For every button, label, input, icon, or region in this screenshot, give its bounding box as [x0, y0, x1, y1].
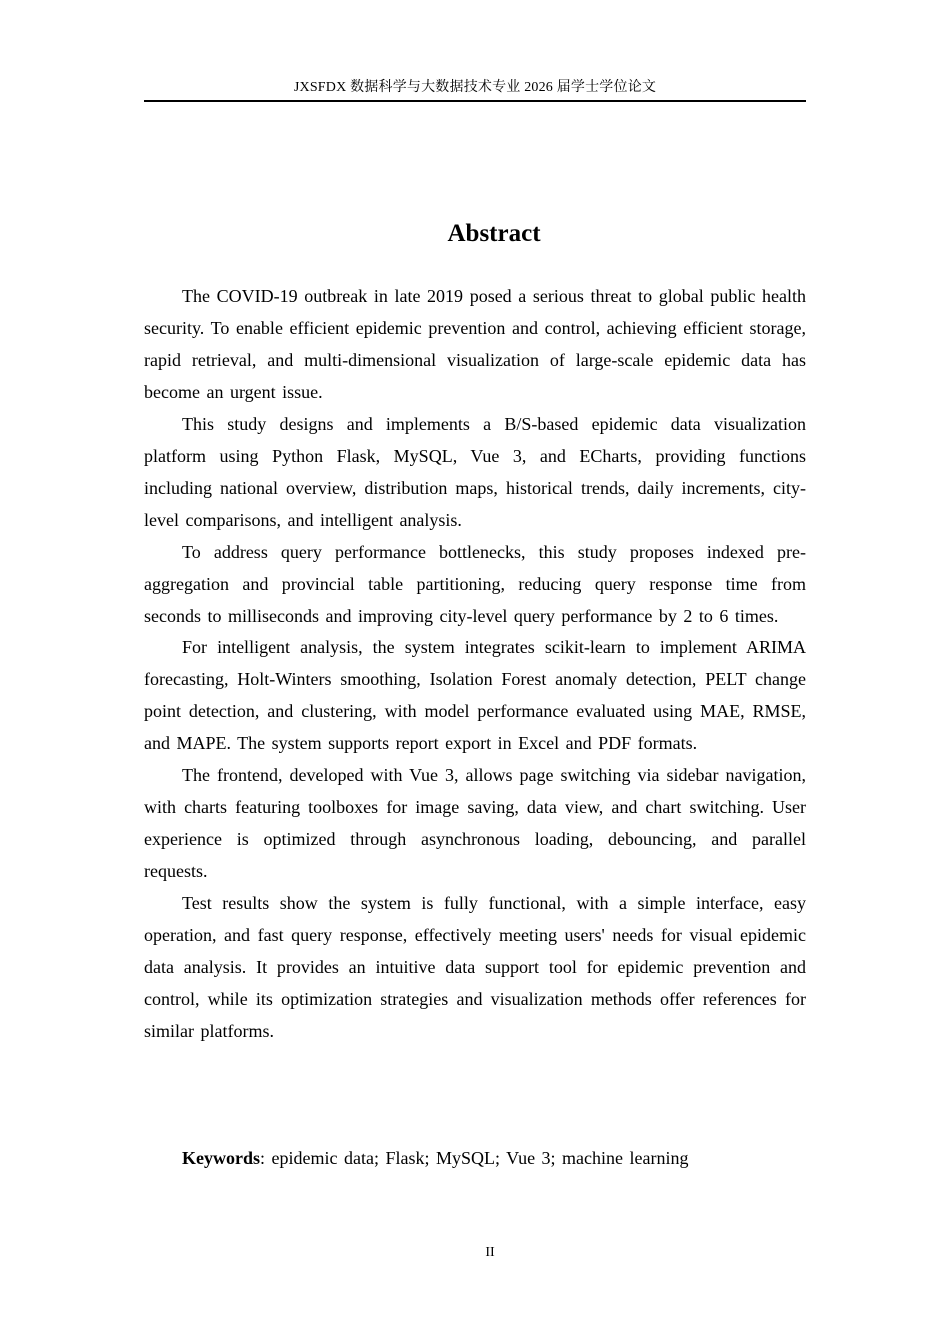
- keywords-label: Keywords: [182, 1148, 260, 1168]
- abstract-paragraph: The COVID-19 outbreak in late 2019 posed a serious threat to global public health security. To enable efficient epidemic prevention and control, achieving efficient storage, rapid retrieval, and multi-dimensional visualization of large-scale epidemic data has become an urgent issue.: [144, 286, 806, 402]
- abstract-paragraph: Test results show the system is fully functional, with a simple interface, easy operation, and fast query response, effectively meeting users' needs for visual epidemic data analysis. It provides an intuitive data support tool for epidemic prevention and control, while its optimization strategies and visualization methods offer references for similar platforms.: [144, 893, 806, 1041]
- running-header: JXSFDX 数据科学与大数据技术专业 2026 届学士学位论文: [293, 80, 657, 95]
- page-number: II: [485, 1245, 495, 1260]
- abstract-paragraph: To address query performance bottlenecks, this study proposes indexed pre-aggregation and provincial table partitioning, reducing query response time from seconds to milliseconds and improving city-level query performance by 2 to 6 times.: [144, 541, 806, 626]
- header-rule: [144, 100, 806, 102]
- keywords-text: : epidemic data; Flask; MySQL; Vue 3; machine learning: [260, 1148, 689, 1168]
- abstract-paragraph: The frontend, developed with Vue 3, allows page switching via sidebar navigation, with charts featuring toolboxes for image saving, data view, and chart switching. User experience is optimized through asynchronous loading, debouncing, and parallel requests.: [144, 765, 806, 882]
- abstract-body: [144, 281, 806, 1048]
- keywords-line: [182, 1143, 822, 1175]
- abstract-paragraph: This study designs and implements a B/S-based epidemic data visualization platform using Python Flask, MySQL, Vue 3, and ECharts, providing functions including national overview, distribution maps, historical trends, daily increments, city-level comparisons, and intelligent analysis.: [144, 413, 806, 530]
- abstract-title: Abstract: [447, 220, 541, 247]
- abstract-paragraph: For intelligent analysis, the system integrates scikit-learn to implement ARIMA forecasting, Holt-Winters smoothing, Isolation Forest anomaly detection, PELT change point detection, and clustering, with model performance evaluated using MAE, RMSE, and MAPE. The system supports report export in Excel and PDF formats.: [144, 637, 806, 754]
